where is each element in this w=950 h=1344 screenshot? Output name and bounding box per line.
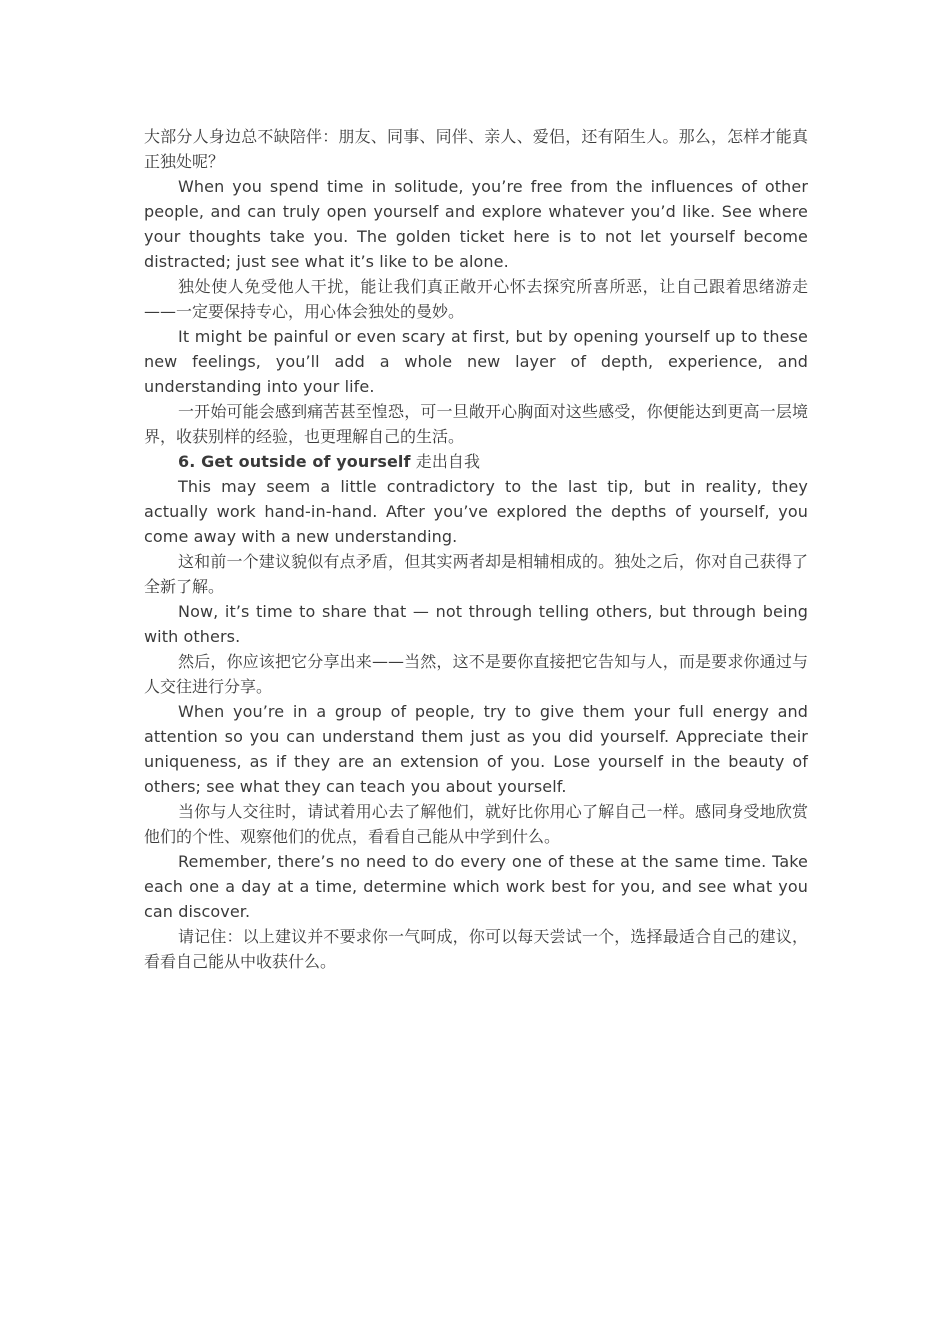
paragraph-painful-en: It might be painful or even scary at first, but by opening yourself up to these new feelings, you’ll add a whole new layer of depth, experience, and understanding into your life. bbox=[144, 327, 808, 396]
paragraph-solitude-zh: 独处使人免受他人干扰，能让我们真正敞开心怀去探究所喜所恶，让自己跟着思绪游走——一定要保持专心，用心体会独处的曼妙。 bbox=[144, 277, 808, 321]
paragraph-solitude-en: When you spend time in solitude, you’re free from the influences of other people, and can truly open yourself and explore whatever you’d like. See where your thoughts take you. The golden ticket here is to not let yourself become distracted; just see what it’s like to be alone. bbox=[144, 177, 808, 271]
paragraph-contradictory-en: This may seem a little contradictory to the last tip, but in reality, they actually work hand-in-hand. After you’ve explored the depths of yourself, you come away with a new understanding. bbox=[144, 477, 808, 546]
paragraph-intro-zh: 大部分人身边总不缺陪伴：朋友、同事、同伴、亲人、爱侣，还有陌生人。那么，怎样才能真正独处呢？ bbox=[144, 127, 808, 171]
paragraph-painful-zh: 一开始可能会感到痛苦甚至惶恐，可一旦敞开心胸面对这些感受，你便能达到更高一层境界，收获别样的经验，也更理解自己的生活。 bbox=[144, 402, 808, 446]
section-heading bbox=[144, 449, 808, 474]
paragraph-group-zh: 当你与人交往时，请试着用心去了解他们，就好比你用心了解自己一样。感同身受地欣赏他们的个性、观察他们的优点，看看自己能从中学到什么。 bbox=[144, 802, 808, 846]
paragraph-contradictory-zh: 这和前一个建议貌似有点矛盾，但其实两者却是相辅相成的。独处之后，你对自己获得了全新了解。 bbox=[144, 552, 808, 596]
document-page bbox=[144, 124, 808, 974]
paragraph-group-en: When you’re in a group of people, try to give them your full energy and attention so you can understand them just as you did yourself. Appreciate their uniqueness, as if they are an extension of you. Lose yourself in the beauty of others; see what they can teach you about yourself. bbox=[144, 702, 808, 796]
paragraph-remember-zh: 请记住：以上建议并不要求你一气呵成，你可以每天尝试一个，选择最适合自己的建议，看看自己能从中收获什么。 bbox=[144, 927, 808, 971]
section-heading-en: 6. Get outside of yourself bbox=[178, 452, 411, 471]
section-heading-zh: 走出自我 bbox=[415, 452, 481, 471]
paragraph-share-en: Now, it’s time to share that — not through telling others, but through being with others. bbox=[144, 602, 808, 646]
paragraph-share-zh: 然后，你应该把它分享出来——当然，这不是要你直接把它告知与人，而是要求你通过与人交往进行分享。 bbox=[144, 652, 808, 696]
paragraph-remember-en: Remember, there’s no need to do every one of these at the same time. Take each one a day at a time, determine which work best for you, and see what you can discover. bbox=[144, 852, 808, 921]
